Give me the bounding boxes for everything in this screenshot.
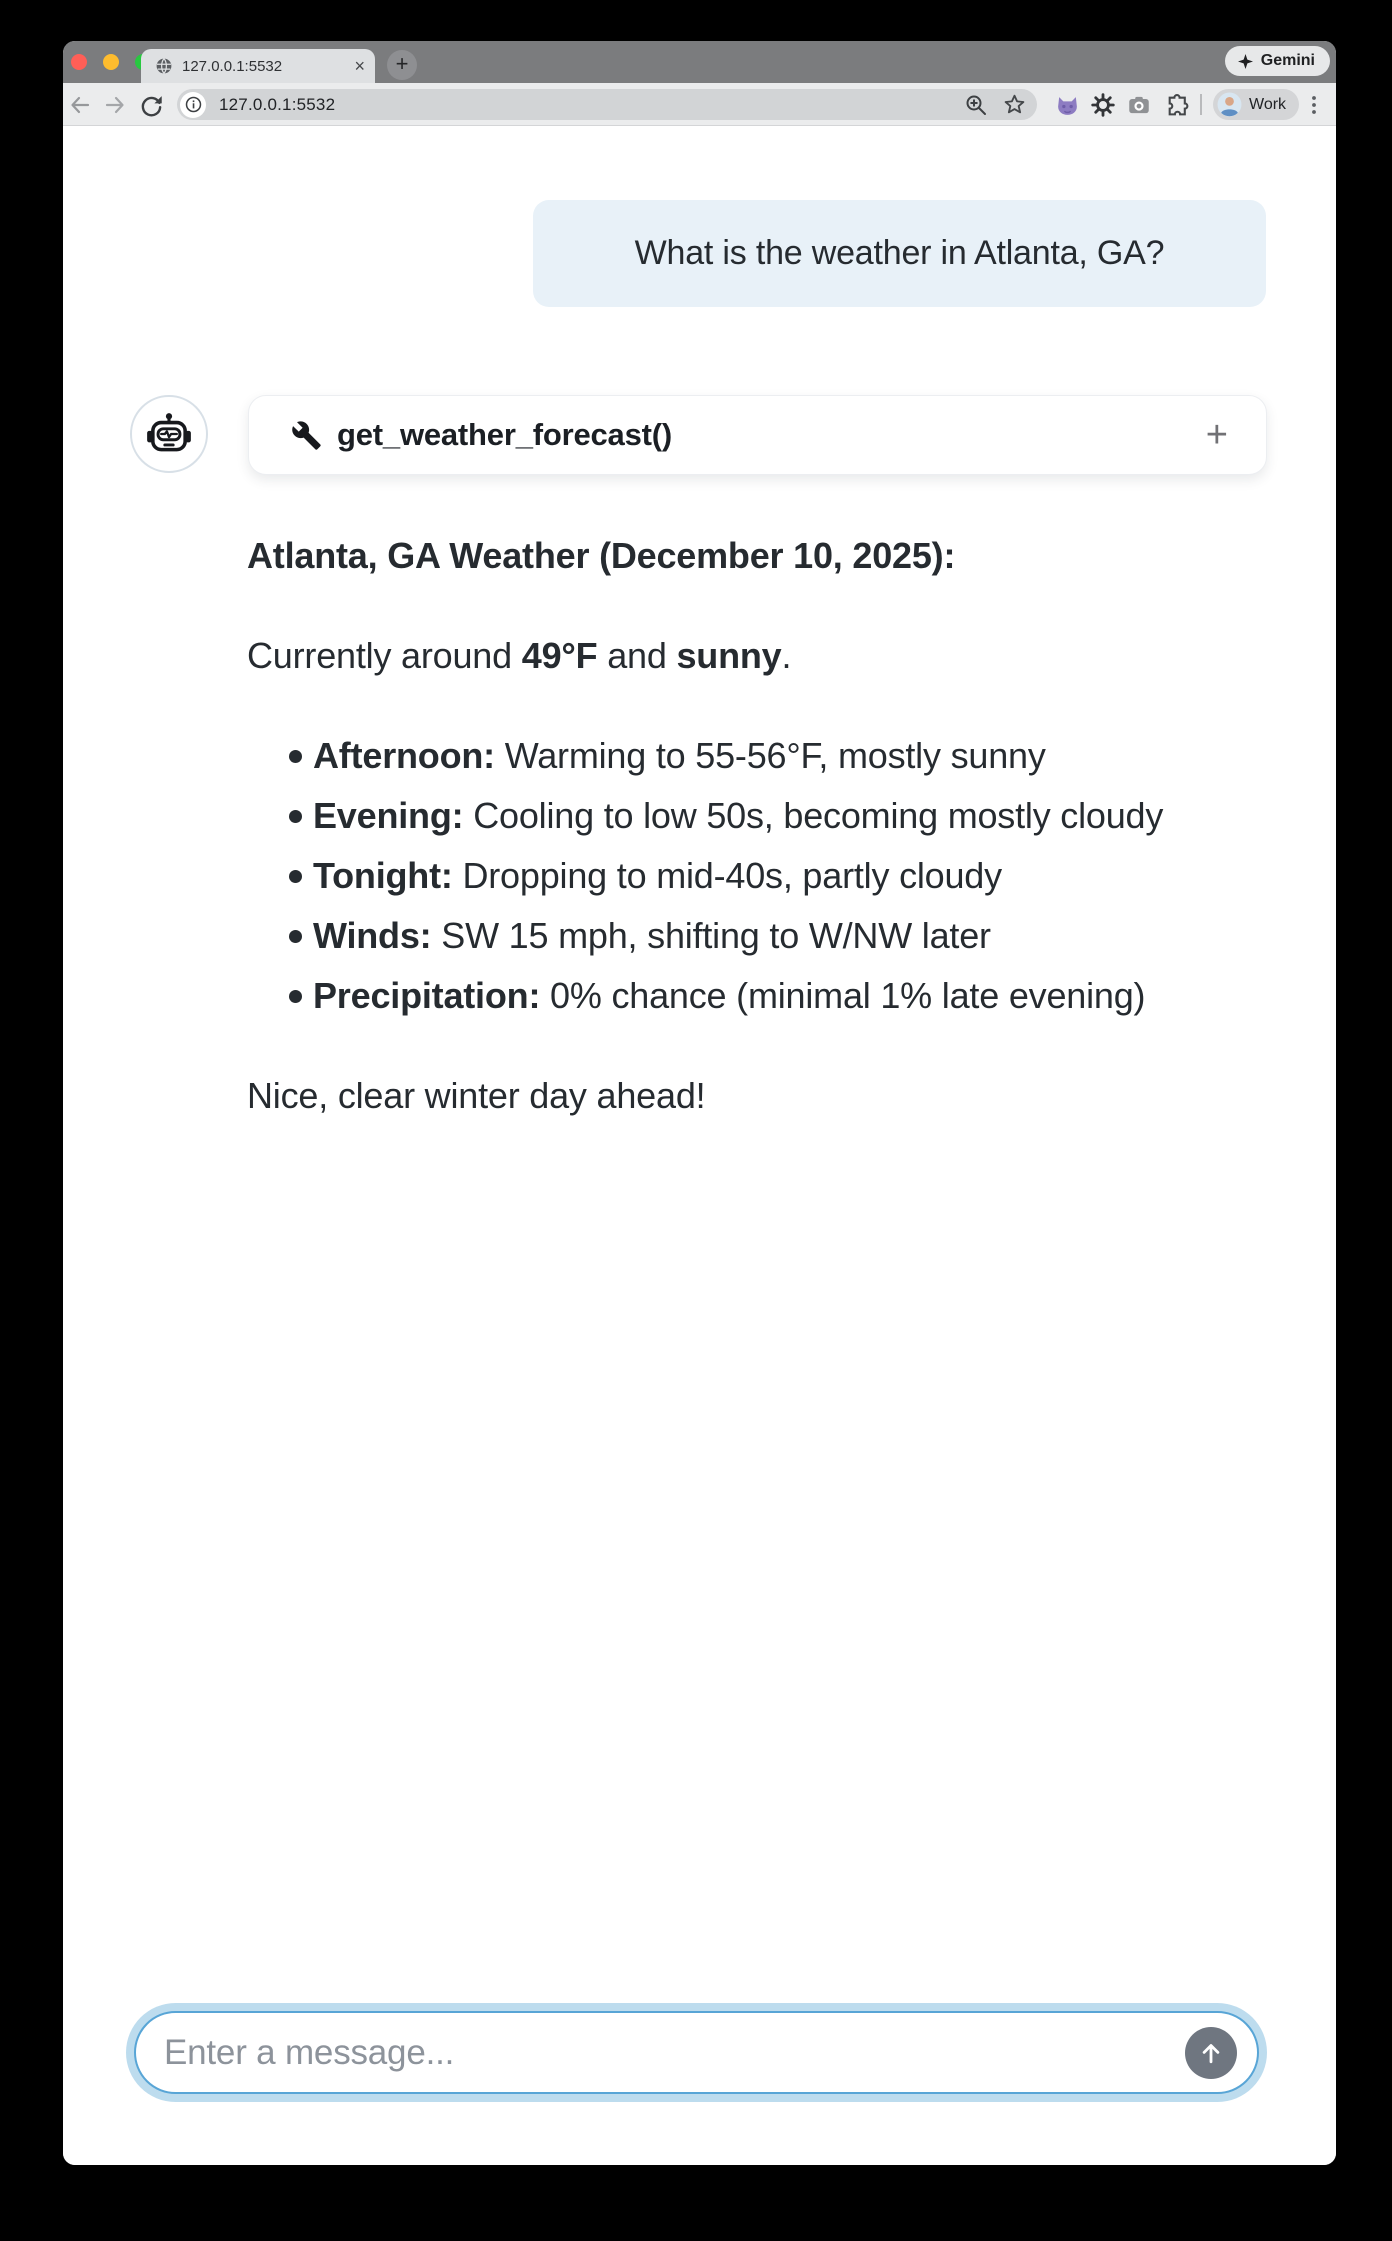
bookmark-star-icon[interactable] [1002, 92, 1027, 117]
close-window-button[interactable] [71, 54, 87, 70]
back-button[interactable] [65, 90, 95, 120]
send-button[interactable] [1185, 2027, 1237, 2079]
reload-icon [139, 93, 164, 118]
list-item: Winds: SW 15 mph, shifting to W/NW later [247, 906, 1197, 966]
tab-title: 127.0.0.1:5532 [182, 57, 283, 75]
url-bar[interactable] [177, 89, 1037, 120]
tab-close-icon[interactable]: × [354, 56, 365, 76]
site-info-icon[interactable] [180, 92, 206, 118]
profile-button[interactable] [1213, 89, 1299, 120]
forward-arrow-icon [103, 93, 127, 117]
window-controls [71, 54, 151, 70]
extension-tanuki-icon[interactable] [1052, 90, 1082, 120]
forecast-list [247, 726, 1197, 1026]
profile-avatar [1217, 92, 1242, 117]
tool-call-name: get_weather_forecast() [337, 417, 672, 452]
browser-menu-button[interactable] [1299, 90, 1329, 120]
list-item: Afternoon: Warming to 55-56°F, mostly sunny [247, 726, 1197, 786]
forward-button[interactable] [100, 90, 130, 120]
robot-icon [144, 409, 194, 459]
tool-call-card[interactable] [248, 395, 1267, 475]
profile-label: Work [1249, 95, 1287, 113]
zoom-icon[interactable] [964, 93, 988, 117]
browser-window [63, 41, 1336, 2165]
bot-avatar [130, 395, 208, 473]
message-input-bar [126, 2003, 1267, 2102]
user-message-text: What is the weather in Atlanta, GA? [634, 234, 1165, 272]
list-item: Tonight: Dropping to mid-40s, partly cloudy [247, 846, 1197, 906]
assistant-response [247, 526, 1227, 1126]
browser-toolbar [63, 83, 1336, 126]
list-item: Precipitation: 0% chance (minimal 1% late evening) [247, 966, 1197, 1026]
extensions-puzzle-icon[interactable] [1162, 90, 1192, 120]
kebab-menu-icon [1304, 94, 1324, 116]
settings-gear-icon[interactable] [1088, 90, 1118, 120]
send-arrow-icon [1196, 2038, 1226, 2068]
reload-button[interactable] [136, 90, 166, 120]
screenshot-camera-icon[interactable] [1124, 90, 1154, 120]
toolbar-divider [1200, 94, 1202, 115]
user-message-bubble [533, 200, 1266, 307]
gemini-badge[interactable] [1225, 46, 1330, 76]
sparkle-icon [1238, 54, 1253, 69]
message-input-field[interactable] [134, 2011, 1259, 2094]
back-arrow-icon [68, 93, 92, 117]
new-tab-button[interactable]: + [387, 50, 417, 80]
minimize-window-button[interactable] [103, 54, 119, 70]
response-closing: Nice, clear winter day ahead! [247, 1075, 706, 1116]
gemini-badge-label: Gemini [1260, 52, 1315, 69]
url-text: 127.0.0.1:5532 [219, 94, 336, 114]
response-heading: Atlanta, GA Weather (December 10, 2025): [247, 535, 956, 576]
chat-page [63, 126, 1336, 2165]
message-input[interactable] [136, 2033, 1185, 2073]
browser-tab[interactable] [141, 49, 375, 83]
globe-favicon-icon [155, 57, 173, 75]
list-item: Evening: Cooling to low 50s, becoming mostly cloudy [247, 786, 1197, 846]
response-intro: Currently around 49°F and sunny. [247, 635, 792, 676]
tab-strip [63, 41, 1336, 83]
expand-tool-call-button[interactable]: + [1205, 414, 1228, 456]
wrench-icon [291, 420, 322, 451]
